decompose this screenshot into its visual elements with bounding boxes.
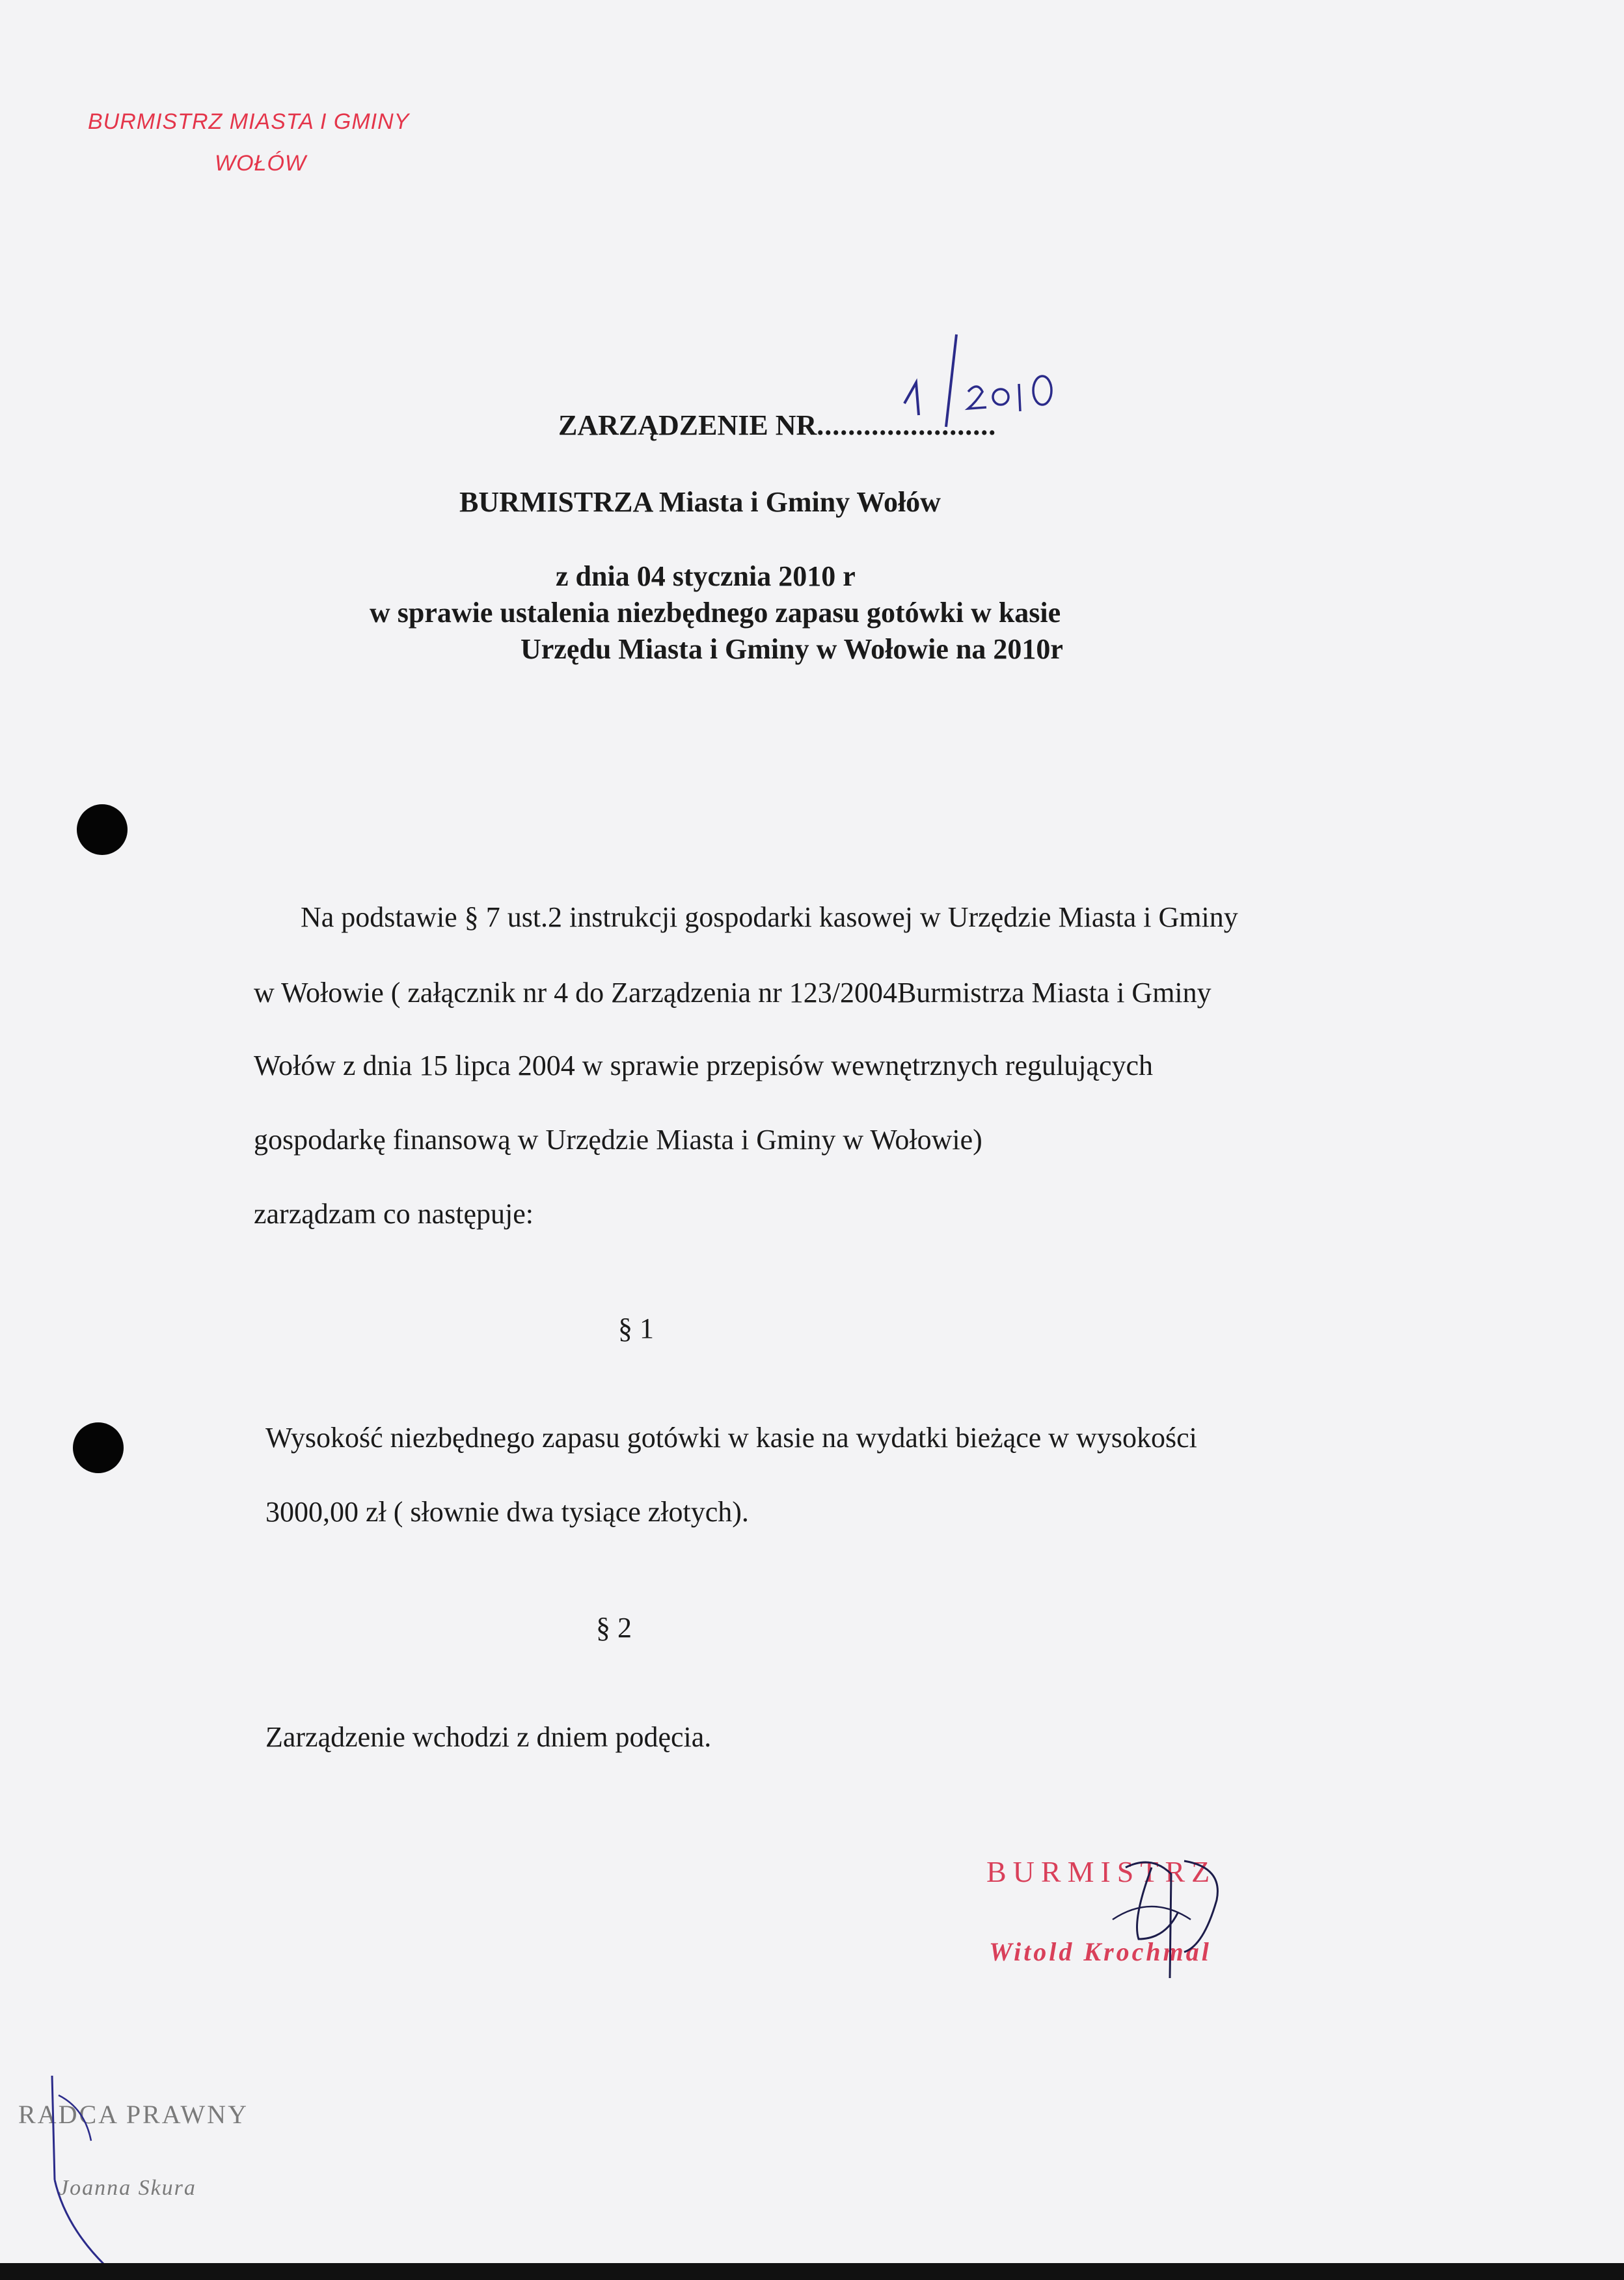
paragraph-line-2: w Wołowie ( załącznik nr 4 do Zarządzenia nr 123/2004Burmistrza Miasta i Gminy xyxy=(254,977,1211,1009)
mayor-stamp-title: BURMISTRZ xyxy=(986,1855,1217,1888)
mayor-signature xyxy=(1074,1841,1243,2004)
office-stamp-line1: BURMISTRZ MIASTA I GMINY xyxy=(88,109,410,134)
subject-line-1: w sprawie ustalenia niezbędnego zapasu gotówki w kasie xyxy=(370,597,1061,629)
decree-intro: zarządzam co następuje: xyxy=(254,1198,534,1230)
paragraph-line-1: Na podstawie § 7 ust.2 instrukcji gospodarki kasowej w Urzędzie Miasta i Gminy xyxy=(301,901,1238,933)
punch-hole-lower xyxy=(73,1422,124,1473)
legal-stamp-title: RADCA PRAWNY xyxy=(18,2100,249,2129)
mayor-stamp-name: Witold Krochmal xyxy=(989,1937,1211,1966)
section-2-text: Zarządzenie wchodzi z dniem podęcia. xyxy=(265,1721,712,1753)
section-2-mark: § 2 xyxy=(596,1612,632,1644)
date-line: z dnia 04 stycznia 2010 r xyxy=(556,560,856,592)
section-1-line-2: 3000,00 zł ( słownie dwa tysiące złotych). xyxy=(265,1496,749,1528)
issuer-line: BURMISTRZA Miasta i Gminy Wołów xyxy=(459,486,941,518)
section-1-mark: § 1 xyxy=(618,1312,654,1344)
office-stamp-line2: WOŁÓW xyxy=(215,151,306,176)
punch-hole-upper xyxy=(77,804,128,855)
decree-number-dots: ....................... xyxy=(817,409,997,441)
scan-edge xyxy=(0,2263,1624,2280)
subject-line-2: Urzędu Miasta i Gminy w Wołowie na 2010r xyxy=(521,633,1063,665)
section-1-line-1: Wysokość niezbędnego zapasu gotówki w kasie na wydatki bieżące w wysokości xyxy=(265,1422,1197,1454)
handwritten-number xyxy=(891,332,1087,436)
legal-stamp-name: Joanna Skura xyxy=(59,2176,196,2200)
legal-signature xyxy=(39,2069,143,2277)
paragraph-line-3: Wołów z dnia 15 lipca 2004 w sprawie przepisów wewnętrznych regulujących xyxy=(254,1050,1154,1081)
decree-title-prefix: ZARZĄDZENIE NR xyxy=(558,409,817,441)
paragraph-line-4: gospodarkę finansową w Urzędzie Miasta i Gminy w Wołowie) xyxy=(254,1124,982,1156)
